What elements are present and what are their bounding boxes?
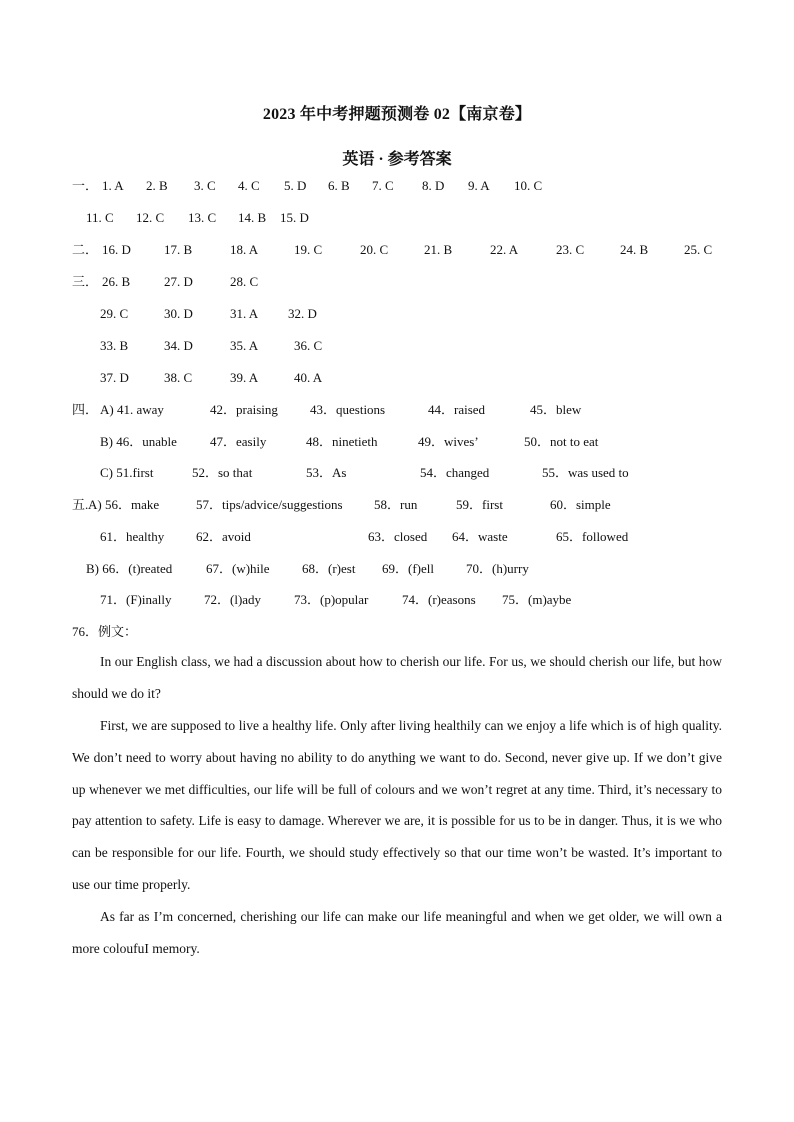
answer-52: 52．so that xyxy=(192,465,253,480)
answer-75: 75．(m)aybe xyxy=(502,592,572,607)
answer-36: 36. C xyxy=(294,338,323,353)
answer-25: 25. C xyxy=(684,242,713,257)
answer-20: 20. C xyxy=(360,242,389,257)
answer-51: C) 51.first xyxy=(100,465,154,480)
answer-70: 70．(h)urry xyxy=(466,561,529,576)
answer-32: 32. D xyxy=(288,306,317,321)
answer-60: 60．simple xyxy=(550,497,611,512)
essay-paragraph-1: In our English class, we had a discussion about how to cherish our life. For us, we should cherish our life, but how should we do it? xyxy=(72,654,722,701)
answer-68: 68．(r)est xyxy=(302,561,356,576)
answer-31: 31. A xyxy=(230,306,259,321)
answer-30: 30. D xyxy=(164,306,193,321)
answer-13: 13. C xyxy=(188,210,217,225)
answer-11: 11. C xyxy=(86,210,114,225)
answer-67: 67．(w)hile xyxy=(206,561,270,576)
answer-26: 26. B xyxy=(102,274,131,289)
answer-57: 57．tips/advice/suggestions xyxy=(196,497,343,512)
answer-3: 3. C xyxy=(194,178,216,193)
answer-49: 49．wives’ xyxy=(418,434,479,449)
answer-38: 38. C xyxy=(164,370,193,385)
answer-63: 63．closed xyxy=(368,529,428,544)
answer-74: 74．(r)easons xyxy=(402,592,476,607)
answer-46: B) 46．unable xyxy=(100,434,177,449)
answer-17: 17. B xyxy=(164,242,193,257)
answer-14: 14. B xyxy=(238,210,267,225)
answer-19: 19. C xyxy=(294,242,323,257)
answer-45: 45．blew xyxy=(530,402,582,417)
answer-44: 44．raised xyxy=(428,402,486,417)
answer-73: 73．(p)opular xyxy=(294,592,369,607)
answer-39: 39. A xyxy=(230,370,259,385)
answer-66: B) 66．(t)reated xyxy=(86,561,173,576)
answer-12: 12. C xyxy=(136,210,165,225)
answer-55: 55．was used to xyxy=(542,465,629,480)
answer-10: 10. C xyxy=(514,178,543,193)
answer-6: 6. B xyxy=(328,178,350,193)
answer-9: 9. A xyxy=(468,178,490,193)
page-subtitle: 英语 · 参考答案 xyxy=(342,151,452,168)
answer-2: 2. B xyxy=(146,178,168,193)
answer-50: 50．not to eat xyxy=(524,434,599,449)
answer-35: 35. A xyxy=(230,338,259,353)
answer-27: 27. D xyxy=(164,274,193,289)
answer-64: 64．waste xyxy=(452,529,508,544)
answer-43: 43．questions xyxy=(310,402,386,417)
answer-58: 58．run xyxy=(374,497,418,512)
essay-paragraph-3: As far as I’m concerned, cherishing our life can make our life meaningful and when we get older, we will own a more coloufuI memory. xyxy=(72,909,722,956)
answer-53: 53．As xyxy=(306,465,347,480)
answer-21: 21. B xyxy=(424,242,453,257)
answer-23: 23. C xyxy=(556,242,585,257)
answer-62: 62．avoid xyxy=(196,529,251,544)
answer-61: 61．healthy xyxy=(100,529,165,544)
answer-15: 15. D xyxy=(280,210,309,225)
section-3-label: 三． xyxy=(72,274,99,289)
answer-8: 8. D xyxy=(422,178,445,193)
section-4-label: 四． xyxy=(72,402,99,417)
answer-42: 42．praising xyxy=(210,402,278,417)
essay-label: 76．例文： xyxy=(72,624,138,639)
answer-4: 4. C xyxy=(238,178,260,193)
answer-18: 18. A xyxy=(230,242,259,257)
answer-7: 7. C xyxy=(372,178,394,193)
section-2-label: 二． xyxy=(72,242,99,257)
answer-69: 69．(f)ell xyxy=(382,561,434,576)
answer-71: 71．(F)inally xyxy=(100,592,172,607)
answer-54: 54．changed xyxy=(420,465,490,480)
page-title: 2023 年中考押题预测卷 02【南京卷】 xyxy=(262,106,532,123)
answer-29: 29. C xyxy=(100,306,129,321)
section-1-label: 一． xyxy=(72,178,99,193)
essay-paragraph-2: First, we are supposed to live a healthy life. Only after living healthily can we enjoy a life which is of high quality. We don’t need to worry about having no ability to do anything we want to do. Second, never give up. If we don’t give up whenever we met difficulties, our life will be full of colours and we won’t regret at any time. Third, it’s necessary to pay attention to safety. Life is easy to damage. Wherever we are, it is possible for us to be in danger. Thus, it is we who can be responsible for our life. Fourth, we should study effectively so that our time won’t be wasted. It’s important to use our time properly. xyxy=(72,718,722,892)
answer-41: A) 41. away xyxy=(100,402,164,417)
answer-16: 16. D xyxy=(102,242,131,257)
answer-22: 22. A xyxy=(490,242,519,257)
answer-24: 24. B xyxy=(620,242,649,257)
section-5-label: 五. xyxy=(72,497,89,512)
answer-33: 33. B xyxy=(100,338,129,353)
answer-28: 28. C xyxy=(230,274,259,289)
answer-72: 72．(l)ady xyxy=(204,592,262,607)
answer-37: 37. D xyxy=(100,370,129,385)
answer-65: 65．followed xyxy=(556,529,629,544)
answer-40: 40. A xyxy=(294,370,323,385)
answer-1: 1. A xyxy=(102,178,124,193)
answer-47: 47．easily xyxy=(210,434,267,449)
answer-34: 34. D xyxy=(164,338,193,353)
answer-56: A) 56．make xyxy=(88,497,160,512)
answer-59: 59．first xyxy=(456,497,503,512)
answer-5: 5. D xyxy=(284,178,307,193)
answer-48: 48．ninetieth xyxy=(306,434,378,449)
